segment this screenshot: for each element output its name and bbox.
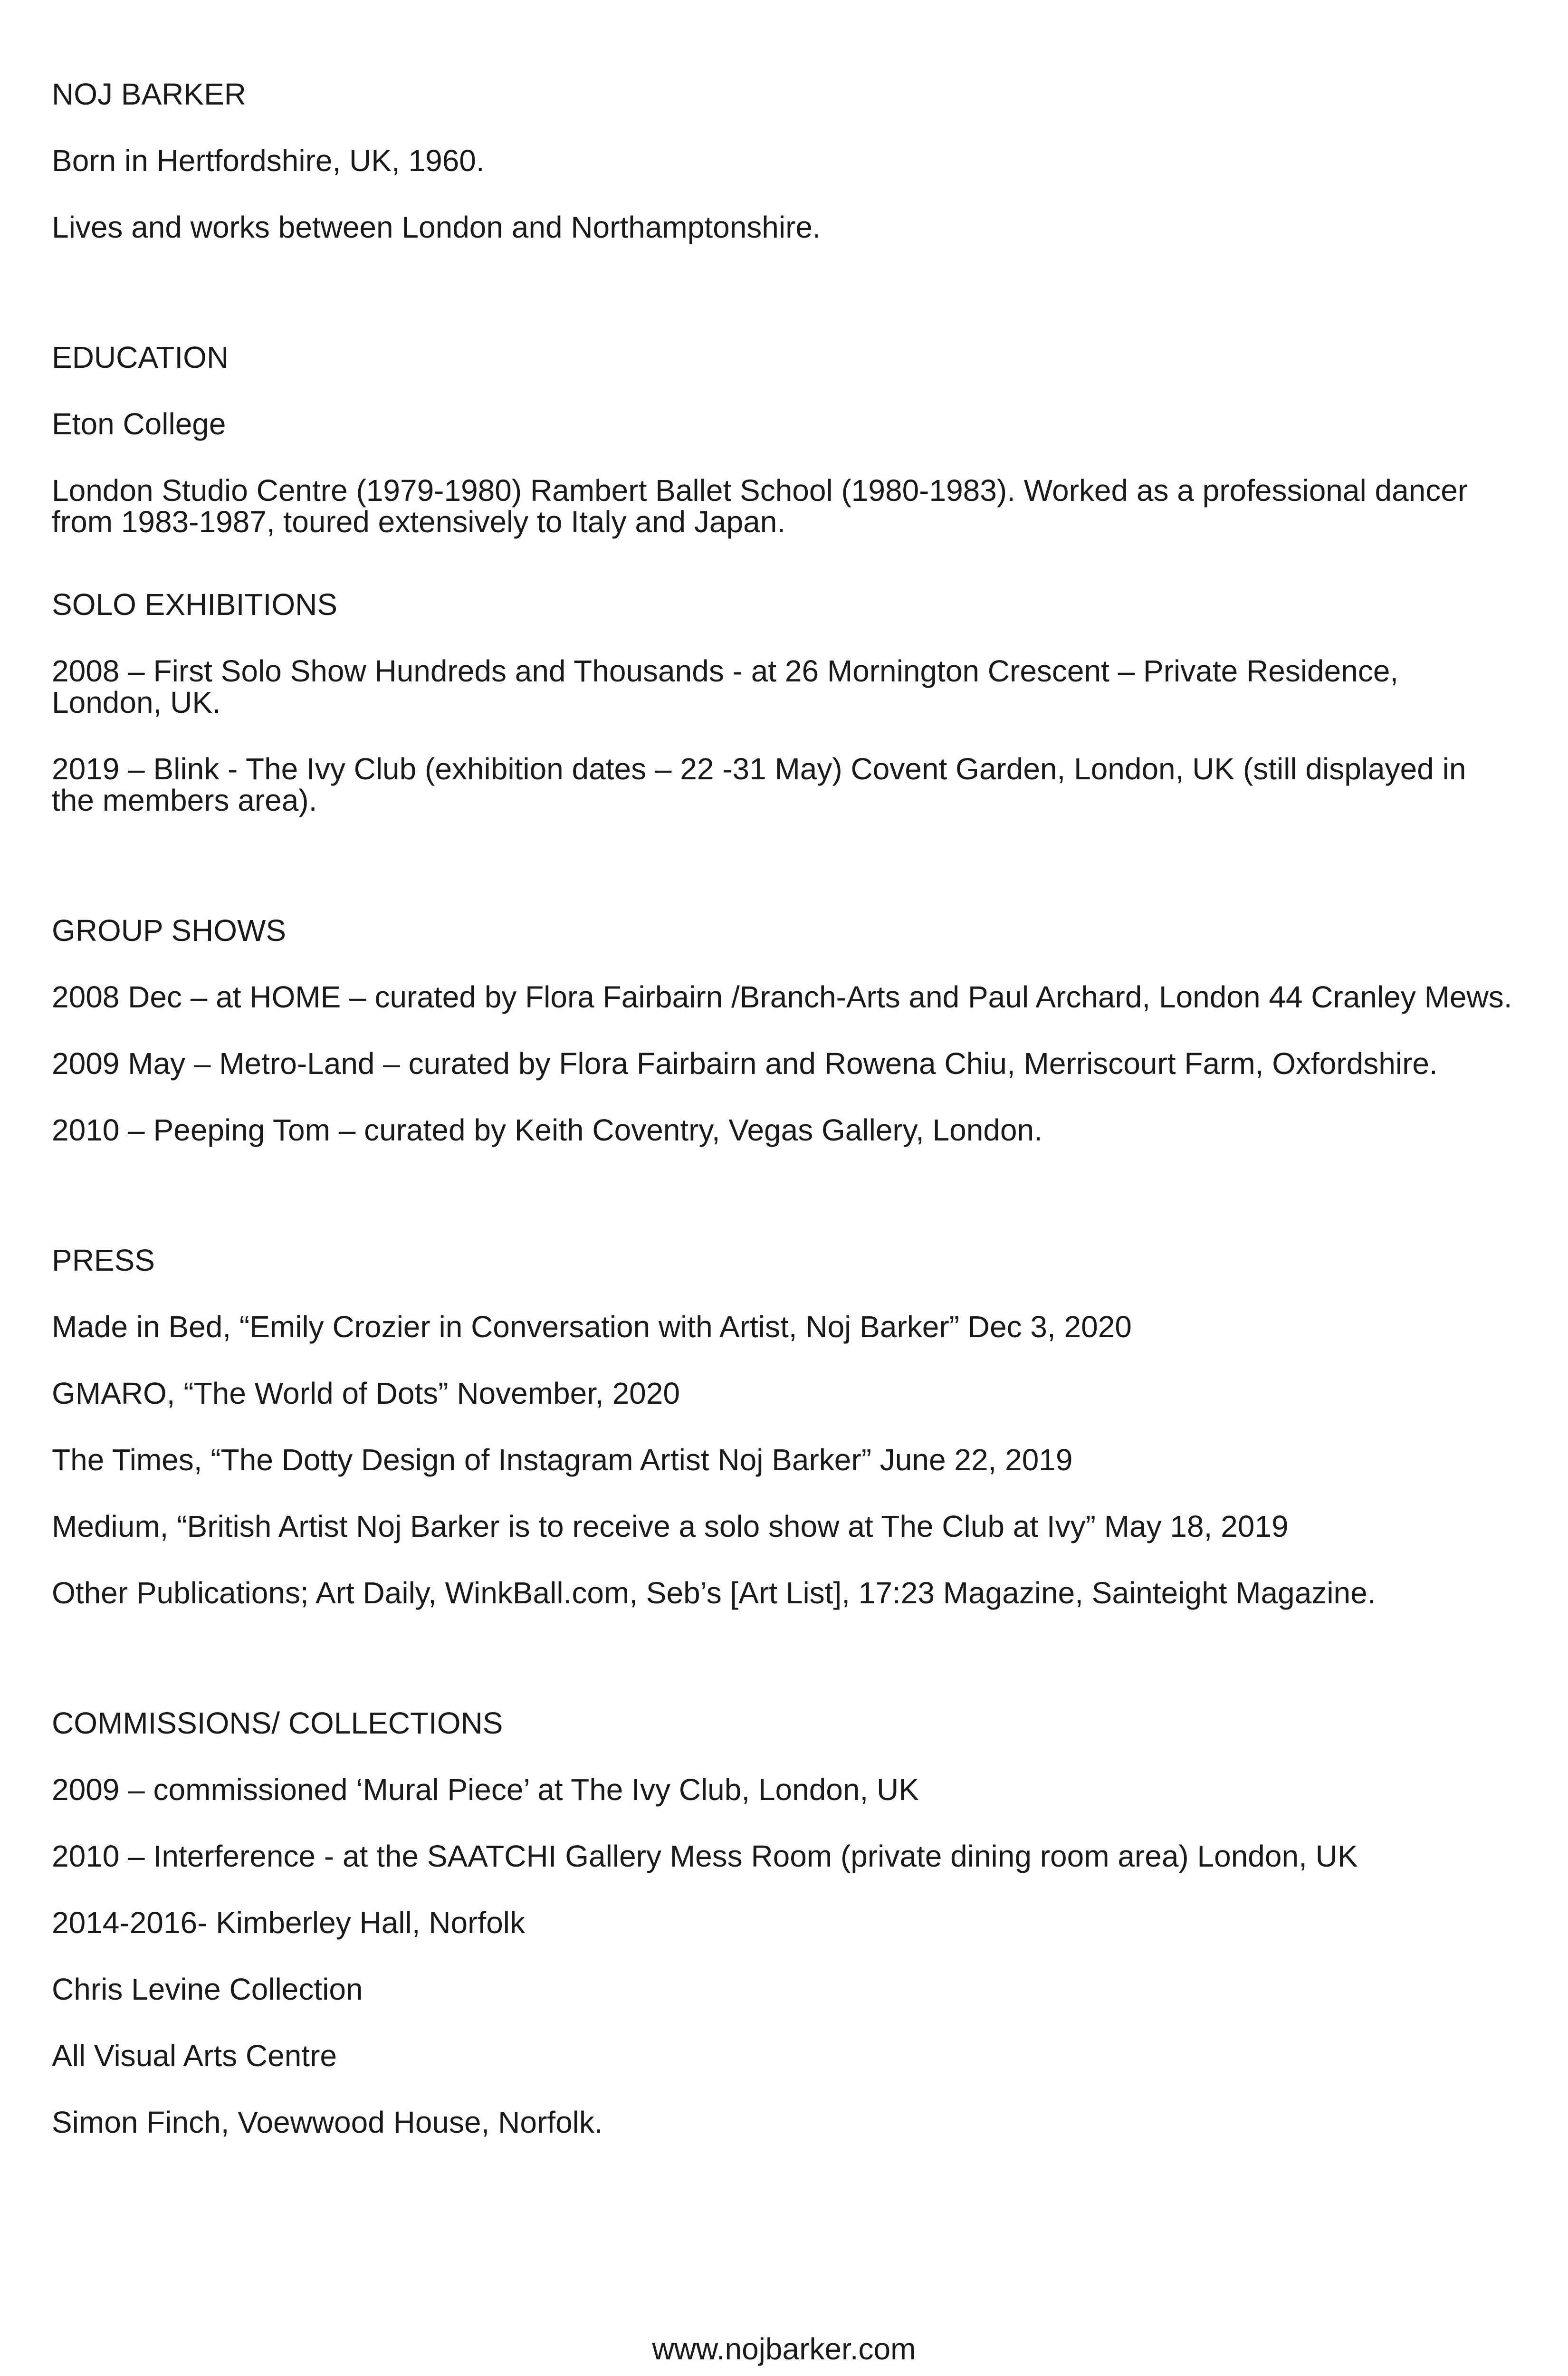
press-heading: PRESS (52, 1243, 155, 1277)
commission-item: All Visual Arts Centre (52, 2039, 337, 2073)
commission-item: 2009 – commissioned ‘Mural Piece’ at The Ivy Club, London, UK (52, 1772, 919, 1807)
commission-item: Chris Levine Collection (52, 1972, 363, 2006)
commissions-heading: COMMISSIONS/ COLLECTIONS (52, 1706, 503, 1740)
group-show-item: 2008 Dec – at HOME – curated by Flora Fairbairn /Branch-Arts and Paul Archard, London 44 Cranley Mews. (52, 980, 1512, 1014)
education-heading: EDUCATION (52, 340, 229, 374)
group-show-item: 2010 – Peeping Tom – curated by Keith Coventry, Vegas Gallery, London. (52, 1113, 1042, 1147)
group-show-item: 2009 May – Metro-Land – curated by Flora Fairbairn and Rowena Chiu, Merriscourt Farm, Oxfordshire. (52, 1046, 1438, 1081)
group-shows-heading: GROUP SHOWS (52, 913, 287, 948)
press-item: The Times, “The Dotty Design of Instagram Artist Noj Barker” June 22, 2019 (52, 1443, 1073, 1477)
website-link[interactable]: www.nojbarker.com (652, 2332, 916, 2366)
solo-exhibitions-heading: SOLO EXHIBITIONS (52, 587, 338, 622)
commission-item: 2014-2016- Kimberley Hall, Norfolk (52, 1906, 525, 1940)
solo-exhibition-item: 2008 – First Solo Show Hundreds and Thousands - at 26 Mornington Crescent – Private Residence, London, UK. (52, 654, 1399, 719)
press-item: Medium, “British Artist Noj Barker is to receive a solo show at The Club at Ivy” May 18, 2019 (52, 1509, 1289, 1543)
education-item: London Studio Centre (1979-1980) Rambert Ballet School (1980-1983). Worked as a professional dancer from 1983-1987, toured extensively to Italy and Japan. (52, 473, 1468, 539)
birth-info: Born in Hertfordshire, UK, 1960. (52, 144, 485, 178)
commission-item: Simon Finch, Voewwood House, Norfolk. (52, 2105, 603, 2139)
artist-name: NOJ BARKER (52, 77, 246, 111)
solo-exhibition-item: 2019 – Blink - The Ivy Club (exhibition dates – 22 -31 May) Covent Garden, London, UK (still displayed in the members area). (52, 752, 1466, 817)
cv-document (52, 78, 1515, 2138)
education-item: Eton College (52, 407, 226, 441)
residence-info: Lives and works between London and Northamptonshire. (52, 210, 821, 244)
press-item: Other Publications; Art Daily, WinkBall.com, Seb’s [Art List], 17:23 Magazine, Sainteight Magazine. (52, 1576, 1376, 1610)
commission-item: 2010 – Interference - at the SAATCHI Gallery Mess Room (private dining room area) London, UK (52, 1839, 1358, 1873)
press-item: GMARO, “The World of Dots” November, 2020 (52, 1376, 680, 1410)
press-item: Made in Bed, “Emily Crozier in Conversation with Artist, Noj Barker” Dec 3, 2020 (52, 1310, 1132, 1344)
